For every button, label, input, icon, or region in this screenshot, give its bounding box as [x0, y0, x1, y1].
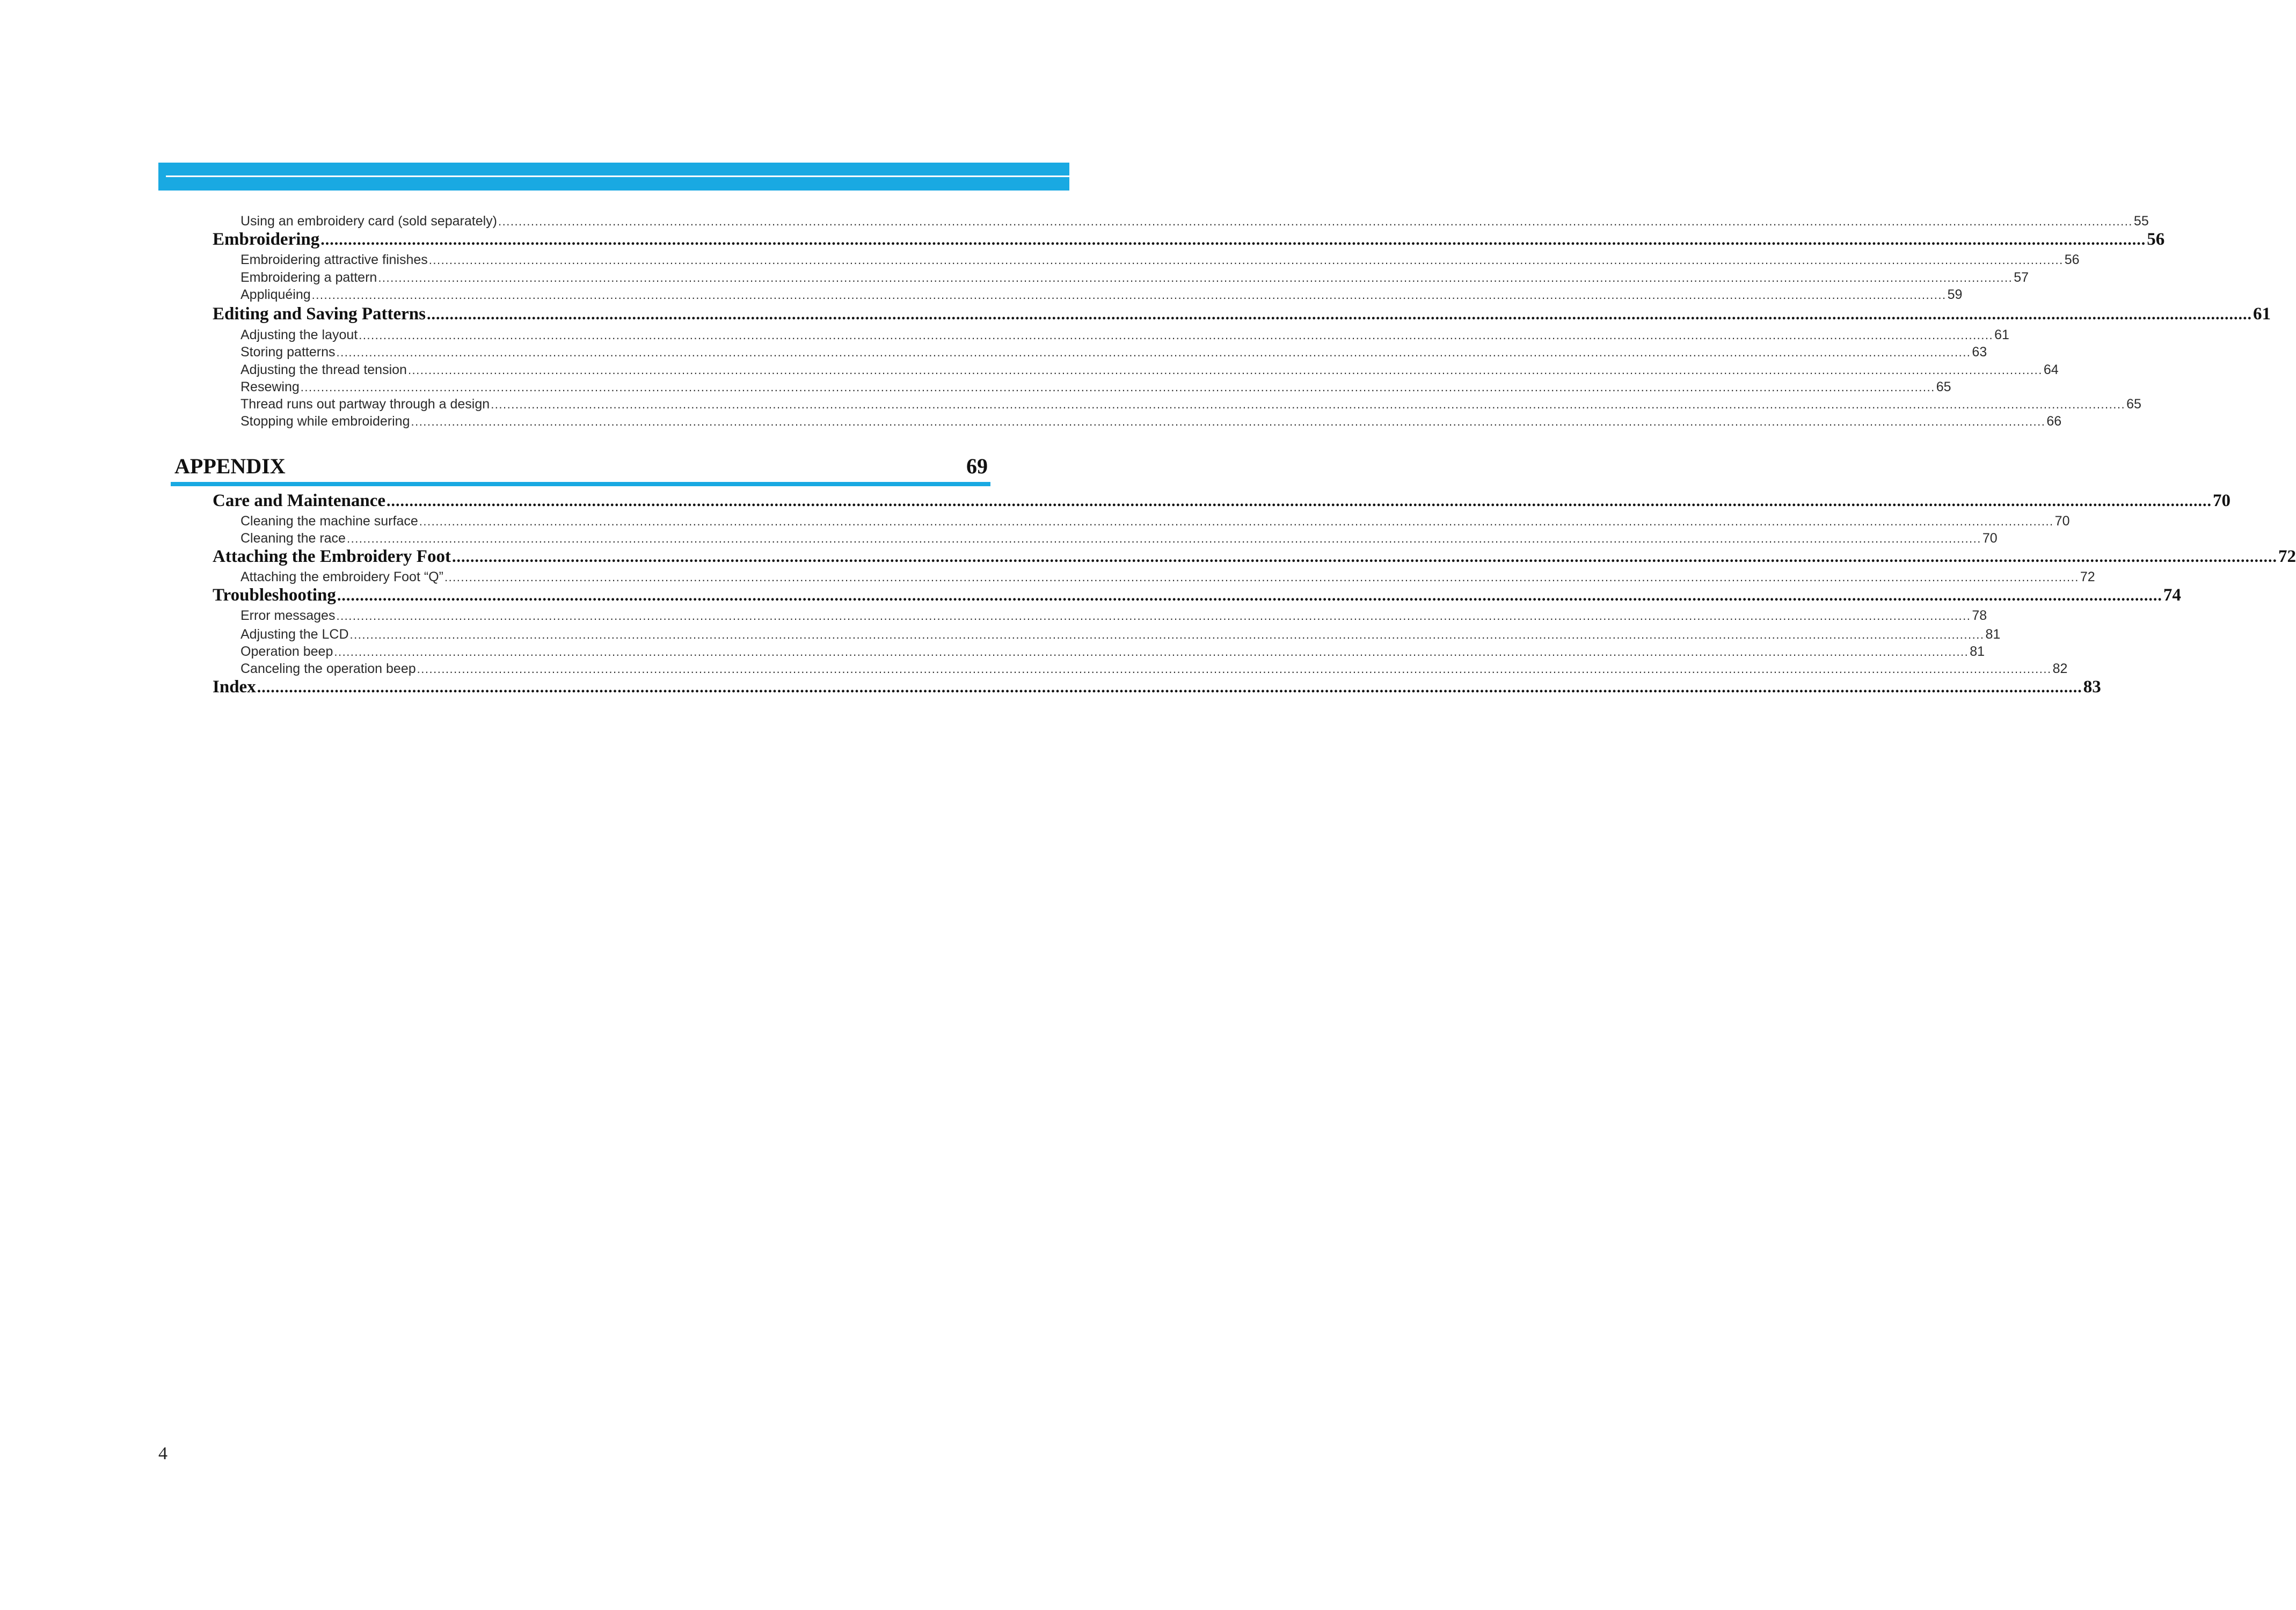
- toc-entry[interactable]: [240, 569, 2095, 585]
- toc-entry-page: 56: [2064, 252, 2080, 267]
- dot-leader: ................................................................................................................................................................................................................................................................................................................................................................................................................: [349, 628, 1985, 641]
- toc-entry[interactable]: [240, 345, 1987, 360]
- toc-entry-label: Attaching the Embroidery Foot: [213, 547, 451, 566]
- toc-entry-label: Stopping while embroidering: [240, 414, 410, 429]
- dot-leader: ................................................................................................................................................................................................................................................................................................................................................................................................................: [444, 570, 2079, 584]
- toc-entry-label: Operation beep: [240, 644, 333, 659]
- toc-entry-page: 70: [2213, 491, 2231, 510]
- toc-entry[interactable]: [240, 397, 2141, 412]
- toc-entry-label: Error messages: [240, 608, 336, 623]
- dot-leader: ................................................................................................................................................................................................................................................................................................................................................................................................................: [411, 415, 2046, 428]
- toc-entry-page: 66: [2046, 414, 2062, 429]
- toc-entry[interactable]: [240, 514, 2070, 529]
- dot-leader: ................................................................................................................................................................................................................................................................................................................................................................................................................: [311, 288, 1947, 302]
- toc-entry-page: 56: [2147, 230, 2165, 249]
- header-bar-line: [166, 175, 1069, 177]
- dot-leader: ................................................................................................................................................................................................................................................................................................................................................................................................................: [498, 215, 2133, 228]
- dot-leader: ................................................................................................................................................................................................................................................................................................................................................................................................................: [427, 305, 2252, 323]
- toc-entry-page: 59: [1947, 287, 1963, 302]
- dot-leader: ................................................................................................................................................................................................................................................................................................................................................................................................................: [336, 609, 1971, 623]
- toc-entry-label: Adjusting the thread tension: [240, 362, 407, 377]
- toc-entry-page: 72: [2278, 547, 2296, 566]
- appendix-page: 69: [966, 454, 988, 478]
- toc-entry[interactable]: [240, 627, 2001, 642]
- toc-entry-page: 83: [2083, 677, 2101, 697]
- toc-entry-label: Attaching the embroidery Foot “Q”: [240, 569, 443, 584]
- toc-entry-label: Embroidering a pattern: [240, 270, 377, 285]
- toc-entry[interactable]: [213, 304, 2271, 324]
- toc-entry[interactable]: [240, 379, 1951, 395]
- toc-entry-label: Thread runs out partway through a design: [240, 397, 490, 412]
- toc-entry[interactable]: [213, 586, 2181, 605]
- toc-entry-page: 63: [1972, 345, 1987, 360]
- toc-entry-label: Embroidering attractive finishes: [240, 252, 428, 267]
- toc-entry-page: 65: [1936, 379, 1951, 394]
- dot-leader: ................................................................................................................................................................................................................................................................................................................................................................................................................: [491, 398, 2126, 411]
- toc-entry[interactable]: [213, 491, 2231, 511]
- toc-entry-label: Troubleshooting: [213, 586, 336, 605]
- toc-entry-label: Cleaning the race: [240, 531, 346, 546]
- toc-entry[interactable]: [240, 287, 1963, 303]
- toc-entry-label: Appliquéing: [240, 287, 311, 302]
- dot-leader: ................................................................................................................................................................................................................................................................................................................................................................................................................: [428, 253, 2064, 267]
- header-bar: [158, 163, 1069, 191]
- toc-entry-page: 82: [2052, 661, 2068, 676]
- dot-leader: ................................................................................................................................................................................................................................................................................................................................................................................................................: [337, 587, 2162, 604]
- dot-leader: ................................................................................................................................................................................................................................................................................................................................................................................................................: [346, 532, 1981, 545]
- page-number: 4: [158, 1444, 167, 1463]
- toc-entry-page: 64: [2043, 362, 2059, 377]
- toc-entry[interactable]: [240, 661, 2068, 677]
- dot-leader: ................................................................................................................................................................................................................................................................................................................................................................................................................: [387, 492, 2212, 510]
- dot-leader: ................................................................................................................................................................................................................................................................................................................................................................................................................: [419, 515, 2054, 528]
- toc-entry-label: Editing and Saving Patterns: [213, 304, 426, 324]
- toc-entry-page: 72: [2080, 569, 2095, 584]
- toc-entry-page: 70: [1982, 531, 1998, 546]
- toc-entry-page: 55: [2133, 214, 2149, 229]
- toc-entry-page: 61: [1994, 327, 2009, 342]
- toc-entry[interactable]: [240, 531, 1998, 546]
- dot-leader: ................................................................................................................................................................................................................................................................................................................................................................................................................: [451, 548, 2277, 566]
- toc-entry-page: 61: [2253, 304, 2271, 324]
- toc-entry[interactable]: [240, 644, 1985, 660]
- dot-leader: ................................................................................................................................................................................................................................................................................................................................................................................................................: [336, 346, 1971, 359]
- toc-entry-label: Index: [213, 677, 256, 697]
- toc-entry-label: Care and Maintenance: [213, 491, 386, 510]
- toc-entry-label: Resewing: [240, 379, 300, 394]
- toc-entry[interactable]: [213, 677, 2101, 697]
- dot-leader: ................................................................................................................................................................................................................................................................................................................................................................................................................: [320, 231, 2146, 248]
- toc-entry-page: 81: [1970, 644, 1985, 659]
- dot-leader: ................................................................................................................................................................................................................................................................................................................................................................................................................: [300, 380, 1935, 394]
- dot-leader: ................................................................................................................................................................................................................................................................................................................................................................................................................: [334, 645, 1969, 658]
- toc-entry[interactable]: [240, 414, 2062, 429]
- toc-entry-page: 65: [2126, 397, 2141, 412]
- toc-entry-label: Using an embroidery card (sold separately): [240, 214, 497, 229]
- dot-leader: ................................................................................................................................................................................................................................................................................................................................................................................................................: [359, 328, 1994, 342]
- toc-entry-label: Canceling the operation beep: [240, 661, 416, 676]
- toc-entry[interactable]: [240, 327, 2009, 343]
- toc-entry-page: 70: [2054, 514, 2070, 529]
- toc-entry-page: 57: [2014, 270, 2029, 285]
- dot-leader: ................................................................................................................................................................................................................................................................................................................................................................................................................: [378, 271, 2013, 284]
- toc-entry-label: Embroidering: [213, 230, 320, 249]
- toc-entry-label: Cleaning the machine surface: [240, 514, 418, 529]
- toc-entry-page: 74: [2163, 586, 2181, 605]
- dot-leader: ................................................................................................................................................................................................................................................................................................................................................................................................................: [417, 662, 2052, 676]
- toc-entry[interactable]: [213, 230, 2165, 250]
- toc-entry-page: 78: [1972, 608, 1987, 623]
- toc-entry-label: Adjusting the layout: [240, 327, 358, 342]
- toc-entry-label: Storing patterns: [240, 345, 336, 360]
- toc-entry[interactable]: [240, 608, 1987, 624]
- toc-entry[interactable]: [240, 270, 2029, 286]
- toc-entry[interactable]: [213, 547, 2296, 567]
- toc-entry[interactable]: [240, 214, 2149, 229]
- toc-entry-label: Adjusting the LCD: [240, 627, 349, 642]
- appendix-title: APPENDIX: [174, 454, 286, 478]
- toc-entry[interactable]: [240, 362, 2059, 378]
- toc-entry-page: 81: [1985, 627, 2001, 642]
- appendix-divider: [171, 482, 990, 486]
- dot-leader: ................................................................................................................................................................................................................................................................................................................................................................................................................: [257, 678, 2082, 696]
- toc-entry[interactable]: [240, 252, 2080, 268]
- dot-leader: ................................................................................................................................................................................................................................................................................................................................................................................................................: [407, 363, 2043, 377]
- appendix-heading[interactable]: [174, 453, 988, 479]
